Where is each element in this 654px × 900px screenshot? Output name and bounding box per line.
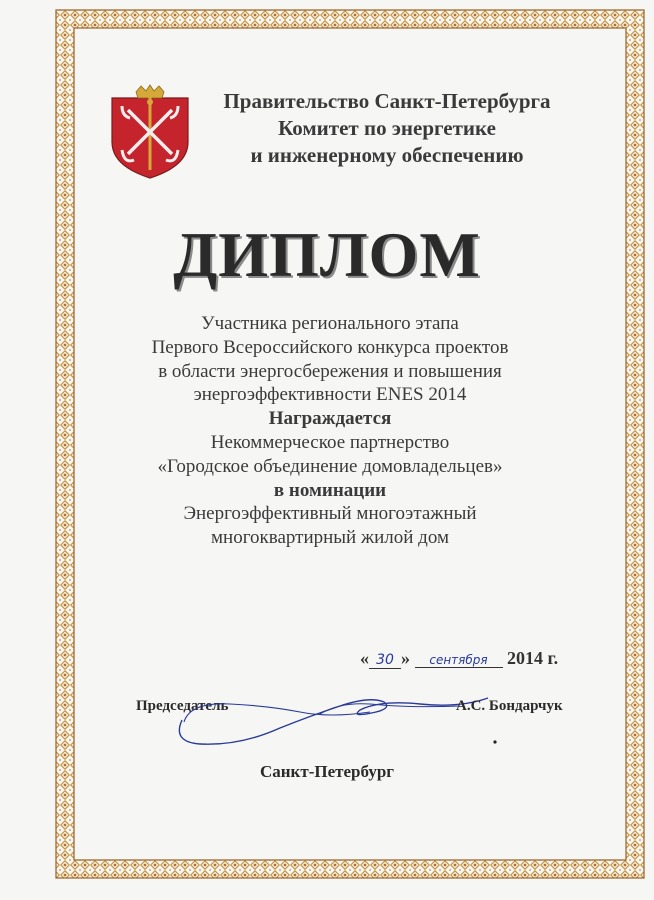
recipient-line-2: «Городское объединение домовладельцев» bbox=[157, 455, 503, 477]
body-line-3: в области энергосбережения и повышения bbox=[158, 360, 502, 382]
saint-petersburg-coat-of-arms-icon bbox=[110, 84, 190, 180]
signatory-name: А.С. Бондарчук bbox=[456, 698, 563, 714]
issue-date bbox=[360, 648, 590, 669]
issuer-name bbox=[194, 88, 580, 169]
date-close-quote: » bbox=[401, 648, 410, 668]
diploma-title: ДИПЛОМ bbox=[173, 219, 481, 290]
issuer-line-1: Правительство Санкт-Петербурга bbox=[223, 89, 551, 113]
issuer-line-2: Комитет по энергетике bbox=[278, 116, 496, 140]
awarded-label: Награждается bbox=[268, 408, 392, 430]
recipient-line-1: Некоммерческое партнерство bbox=[210, 431, 450, 453]
nomination-label: в номинации bbox=[273, 479, 387, 501]
nomination-line-1: Энергоэффективный многоэтажный bbox=[183, 503, 477, 525]
city-name: Санкт-Петербург bbox=[259, 762, 395, 781]
handwritten-signature bbox=[170, 682, 500, 752]
diploma-body bbox=[90, 312, 570, 550]
date-open-quote: « bbox=[360, 648, 369, 668]
issuer-header bbox=[110, 80, 580, 180]
body-line-4: энергоэффективности ENES 2014 bbox=[193, 384, 467, 406]
nomination-line-2: многоквартирный жилой дом bbox=[211, 527, 449, 549]
body-line-1: Участника регионального этапа bbox=[201, 313, 459, 334]
issuer-line-3: и инженерному обеспечению bbox=[250, 143, 524, 167]
date-day: 30 bbox=[369, 652, 401, 669]
signatory-title: Председатель bbox=[136, 698, 229, 714]
date-month: сентября bbox=[415, 653, 503, 668]
date-year: 2014 г. bbox=[507, 648, 559, 668]
body-line-2: Первого Всероссийского конкурса проектов bbox=[151, 336, 509, 358]
